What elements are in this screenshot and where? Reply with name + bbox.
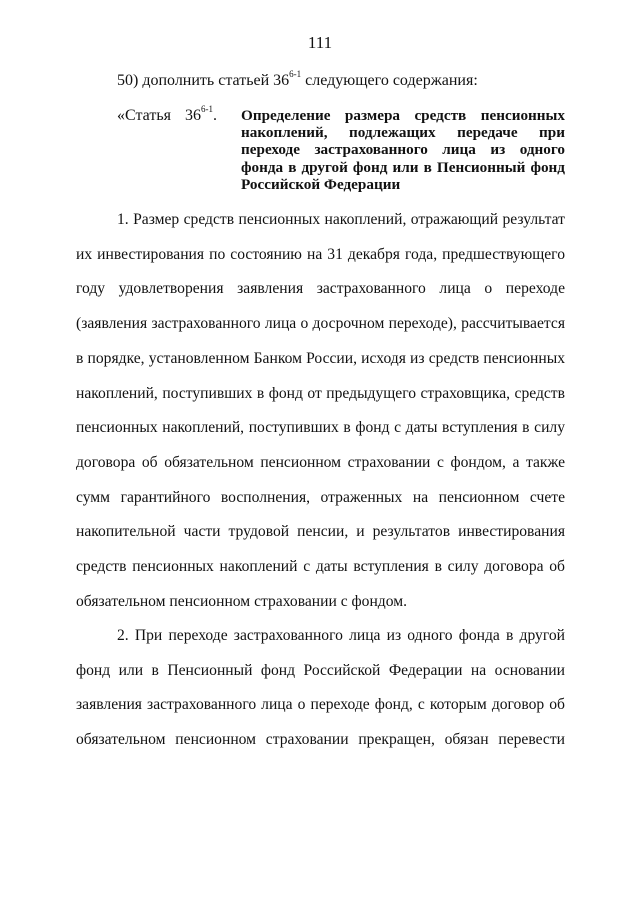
paragraph-1: 1. Размер средств пенсионных накоплений, отражающий результат их инвестирования по состоянию на 31 декабря года, предшествующего году удовлетворения заявления застрахованного лица о переходе (заявления застрахованного лица о досрочном переходе), рассчитывается в порядке, установленном Банком России, исходя из средств пенсионных накоплений, поступивших в фонд от предыдущего страховщика, средств пенсионных накоплений, поступивших в фонд с даты вступления в силу договора об обязательном пенсионном страховании с фондом, а также сумм гарантийного восполнения, отраженных на пенсионном счете накопительной части трудовой пенсии, и результатов инвестирования средств пенсионных накоплений с даты вступления в силу договора об обязательном пенсионном страховании с фондом. — [76, 211, 565, 610]
article-title: Определение размера средств пенсионных накоплений, подлежащих передаче при переходе застрахованного лица из одного фонда в другой фонд или в Пенсионный фонд Российской Федерации — [241, 107, 565, 193]
page-number: 111 — [307, 33, 333, 52]
article-label-suffix: . — [212, 107, 217, 124]
amendment-intro — [117, 70, 577, 92]
article-label — [117, 103, 237, 125]
intro-prefix: 50) дополнить статьей 36 — [117, 72, 290, 89]
paragraph-2: 2. При переходе застрахованного лица из одного фонда в другой фонд или в Пенсионный фонд Российской Федерации на основании заявления застрахованного лица о переходе фонд, с которым договор об обязательном пенсионном страховании прекращен, обязан перевести — [76, 627, 565, 749]
article-label-superscript: 6-1 — [200, 103, 213, 114]
intro-superscript: 6-1 — [289, 68, 302, 79]
intro-suffix: следующего содержания: — [301, 72, 478, 89]
article-label-prefix: «Статья 36 — [117, 107, 201, 124]
